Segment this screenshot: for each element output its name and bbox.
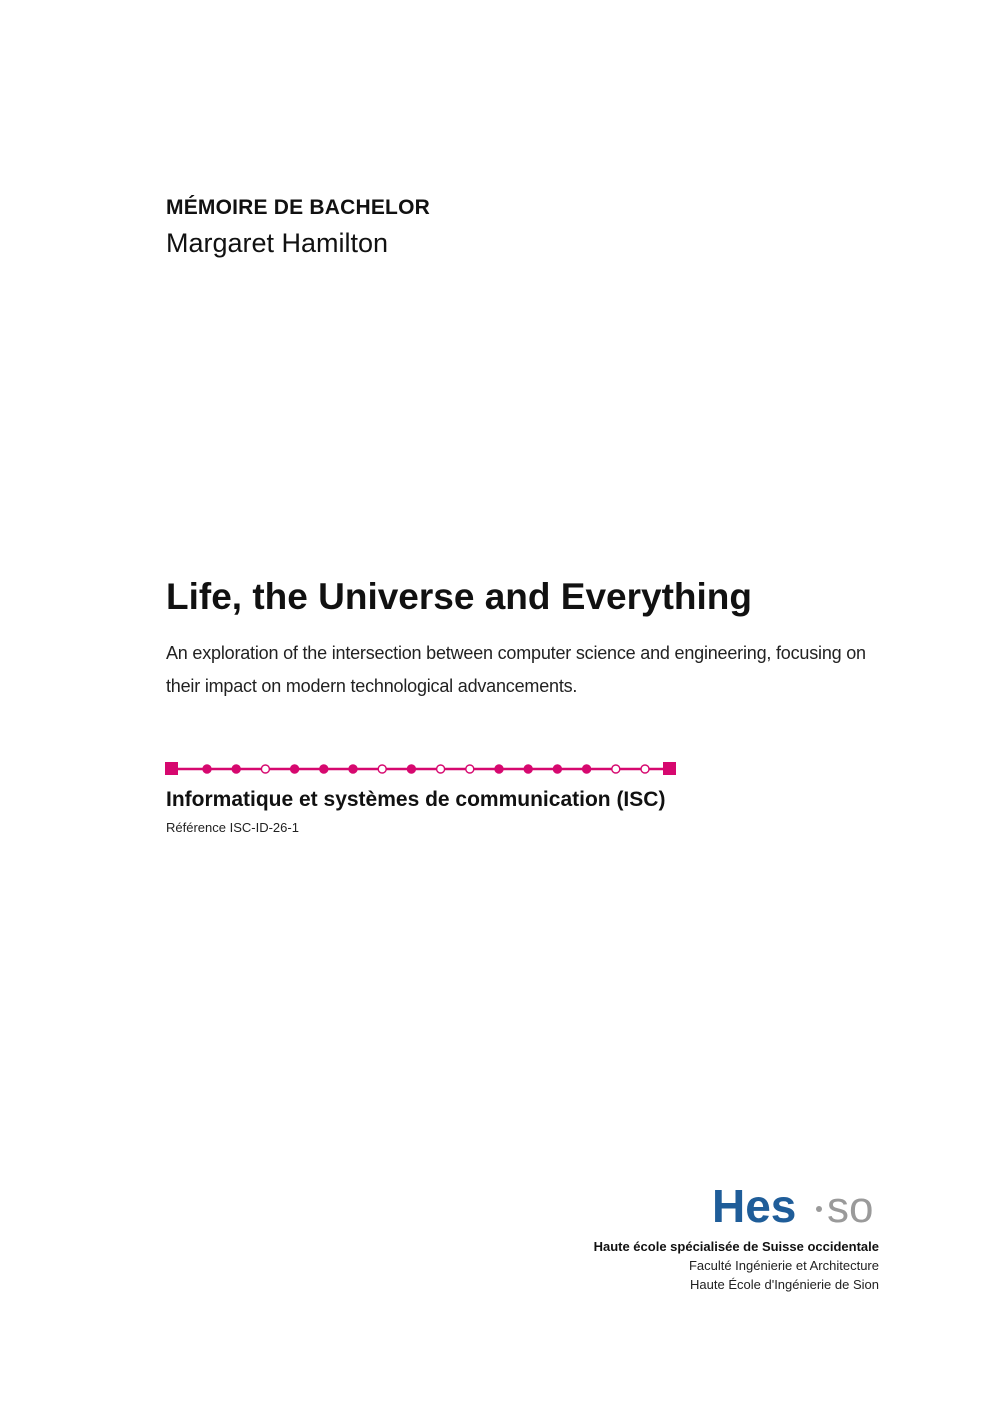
reference-number: Référence ISC-ID-26-1 (166, 820, 299, 835)
metro-stop (261, 765, 269, 773)
metro-stop (291, 765, 299, 773)
metro-line-decoration (164, 760, 680, 778)
metro-stop (378, 765, 386, 773)
metro-stop (407, 765, 415, 773)
metro-stop (203, 765, 211, 773)
metro-stop (466, 765, 474, 773)
metro-stop (583, 765, 591, 773)
metro-end-left (165, 762, 178, 775)
metro-stop (437, 765, 445, 773)
metro-stop (641, 765, 649, 773)
program-name: Informatique et systèmes de communication (ISC) (166, 788, 666, 811)
faculty-name: Faculté Ingénierie et Architecture (688, 1258, 879, 1273)
metro-stop (553, 765, 561, 773)
metro-stop (232, 765, 240, 773)
metro-stop (524, 765, 532, 773)
logo-hes-text: Hes (712, 1180, 797, 1230)
document-type: MÉMOIRE DE BACHELOR (166, 196, 430, 219)
logo-dot (816, 1206, 822, 1212)
hes-so-logo (712, 1180, 882, 1230)
metro-stop (495, 765, 503, 773)
author-name: Margaret Hamilton (166, 228, 389, 258)
metro-end-right (663, 762, 676, 775)
institution-block (594, 1238, 879, 1294)
metro-stop (320, 765, 328, 773)
logo-so-text: so (827, 1183, 874, 1230)
thesis-subtitle: An exploration of the intersection between computer science and engineering, focusing on their impact on modern technological advancements. (166, 643, 866, 696)
school-name: Haute École d'Ingénierie de Sion (690, 1277, 879, 1292)
metro-stop (349, 765, 357, 773)
metro-stop (612, 765, 620, 773)
thesis-title: Life, the Universe and Everything (166, 576, 752, 617)
institution-name: Haute école spécialisée de Suisse occidentale (593, 1239, 879, 1254)
